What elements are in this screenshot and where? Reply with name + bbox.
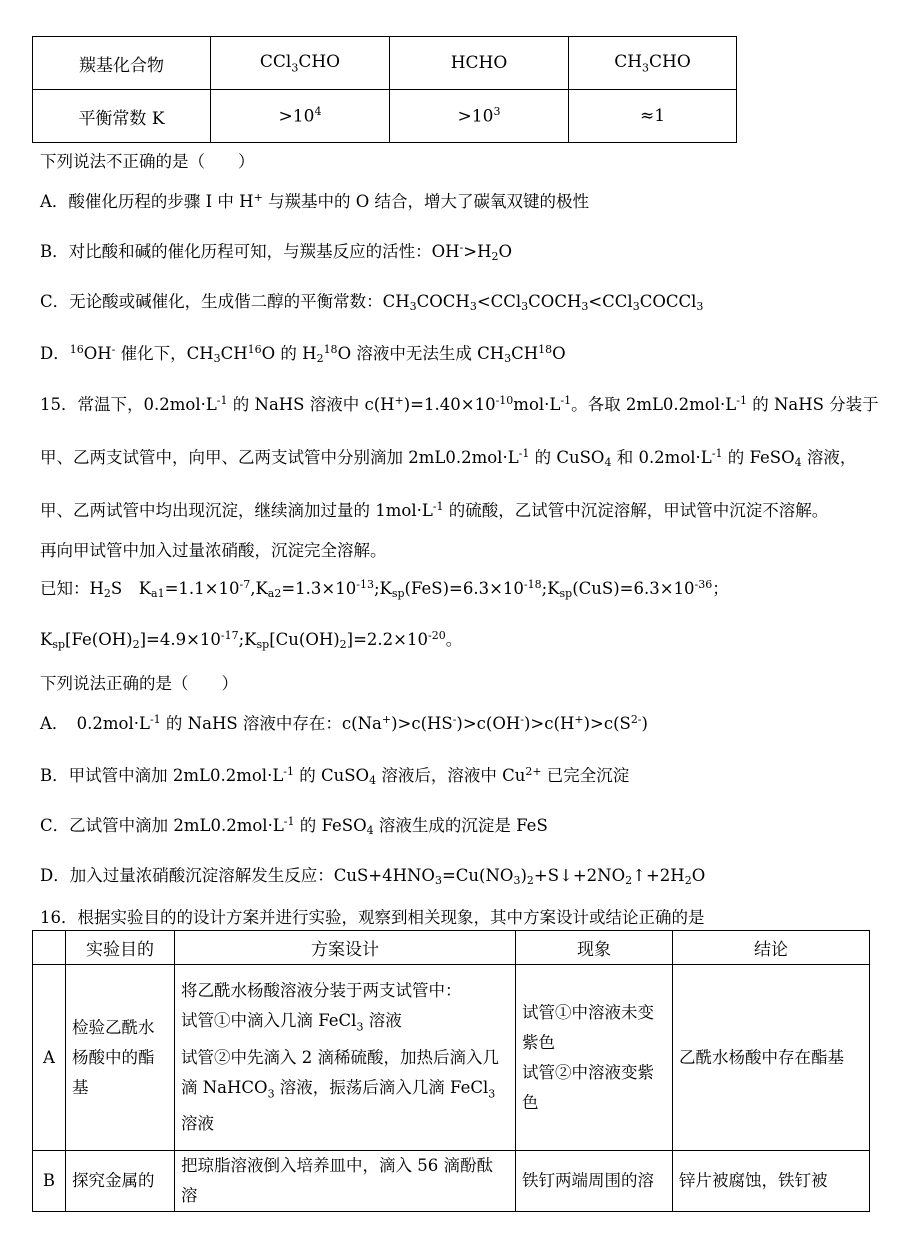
table-header: 现象 bbox=[516, 931, 673, 965]
design-cell bbox=[175, 965, 516, 1151]
conclusion-cell: 乙酰水杨酸中存在酯基 bbox=[673, 965, 870, 1151]
design-line: 试管①中滴入几滴 FeCl$_3$ 溶液 bbox=[181, 1011, 402, 1034]
phenomenon-line: 试管②中溶液变紫色 bbox=[522, 1062, 654, 1112]
experiment-table bbox=[32, 930, 870, 1212]
purpose-cell: 探究金属的 bbox=[66, 1151, 175, 1212]
table-header: 方案设计 bbox=[175, 931, 516, 965]
conclusion-cell: 锌片被腐蚀，铁钉被 bbox=[673, 1151, 870, 1212]
q15-option-c: C．乙试管中滴加 $2mL0.2mol\cdot L^{-1}$ 的 FeSO$_4$ 溶液生成的沉淀是 FeS bbox=[40, 815, 548, 837]
table-row bbox=[33, 37, 737, 90]
equilibrium-table bbox=[32, 36, 737, 143]
table-cell: $CH_3CHO$ bbox=[569, 37, 737, 90]
q15-line-3: 甲、乙两试管中均出现沉淀，继续滴加过量的 $1mol\cdot L^{-1}$ 的硫酸，乙试管中沉淀溶解，甲试管中沉淀不溶解。 bbox=[40, 500, 829, 520]
table-header: 结论 bbox=[673, 931, 870, 965]
q14-option-a: A．酸催化历程的步骤 I 中 H+ 与羰基中的 O 结合，增大了碳氧双键的极性 bbox=[40, 191, 590, 211]
table-row bbox=[33, 90, 737, 143]
table-header: 实验目的 bbox=[66, 931, 175, 965]
q15-known-1: 已知：$H_2S$ $K_{a1}=1.1\times 10^{-7},K_{a2}=1.3\times 10^{-13};K_{sp}(FeS)=6.3\times 10^{-18};K_{sp}(CuS)=6.3\times 10^{-36}$； bbox=[40, 578, 729, 600]
q14-stem: 下列说法不正确的是（ ） bbox=[40, 152, 255, 171]
phenomenon-line: 试管①中溶液未变紫色 bbox=[522, 1002, 654, 1052]
q14-option-d: D．$^{16}$OH- 催化下，$CH_3CH^{16}O$ 的 $H_2^{18}O$ 溶液中无法生成 $CH_3CH^{18}O$ bbox=[40, 343, 566, 365]
table-cell: 平衡常数 K bbox=[33, 90, 211, 143]
q15-stem: 下列说法正确的是（ ） bbox=[40, 674, 238, 693]
table-cell: $>10^4$ bbox=[211, 90, 390, 143]
q15-line-2: 甲、乙两支试管中，向甲、乙两支试管中分别滴加 $2mL0.2mol\cdot L^{-1}$ 的 CuSO$_4$ 和 $0.2mol\cdot L^{-1}$ 的 FeSO$_4$ 溶液， bbox=[40, 447, 857, 469]
design-line: 将乙酰水杨酸溶液分装于两支试管中： bbox=[181, 981, 462, 1001]
table-header bbox=[33, 931, 66, 965]
table-cell: HCHO bbox=[390, 37, 569, 90]
phenomenon-cell bbox=[516, 965, 673, 1151]
q15-option-b: B．甲试管中滴加 $2mL0.2mol\cdot L^{-1}$ 的 CuSO$_4$ 溶液后，溶液中 $Cu^{2+}$ 已完全沉淀 bbox=[40, 765, 630, 787]
q15-line-4: 再向甲试管中加入过量浓硝酸，沉淀完全溶解。 bbox=[40, 541, 387, 560]
q15-option-d: D．加入过量浓硝酸沉淀溶解发生反应：$CuS+4HNO_3=Cu(NO_3)_2+S↓+2NO_2↑+2H_2O$ bbox=[40, 866, 706, 887]
table-row bbox=[33, 1151, 870, 1212]
row-label: B bbox=[33, 1151, 66, 1212]
table-cell: 羰基化合物 bbox=[33, 37, 211, 90]
design-line: 试管②中先滴入 2 滴稀硫酸，加热后滴入几滴 NaHCO$_3$ 溶液，振荡后滴入几滴 FeCl$_3$ 溶液 bbox=[181, 1047, 499, 1133]
purpose-cell: 检验乙酰水杨酸中的酯基 bbox=[66, 965, 175, 1151]
table-cell: CCl$_3$CHO bbox=[211, 37, 390, 90]
q16-stem: 16．根据实验目的的设计方案并进行实验，观察到相关现象，其中方案设计或结论正确的是 bbox=[40, 908, 705, 927]
design-cell: 把琼脂溶液倒入培养皿中，滴入 56 滴酚酞溶 bbox=[175, 1151, 516, 1212]
table-header-row bbox=[33, 931, 870, 965]
q15-option-a: A． $0.2mol\cdot L^{-1}$ 的 NaHS 溶液中存在：$c(Na^+)>c(HS^-)>c(OH^-)>c(H^+)>c(S^{2-})$ bbox=[40, 713, 648, 733]
row-label: A bbox=[33, 965, 66, 1151]
table-cell: ≈1 bbox=[569, 90, 737, 143]
q15-known-2: $K_{sp}[Fe(OH)_2]=4.9\times 10^{-17};K_{sp}[Cu(OH)_2]=2.2\times 10^{-20}$。 bbox=[40, 629, 463, 651]
phenomenon-cell: 铁钉两端周围的溶 bbox=[516, 1151, 673, 1212]
q15-line-1: 15．常温下，$0.2mol\cdot L^{-1}$ 的 NaHS 溶液中 $c(H^+)=1.40\times 10^{-10}mol\cdot L^{-1}$。各取 $2mL0.2mol\cdot L^{-1}$ 的 NaHS 分装于 bbox=[40, 394, 879, 414]
q14-option-c: C．无论酸或碱催化，生成偕二醇的平衡常数：$CH_3COCH_3<CCl_3COCH_3<CCl_3COCCl_3$ bbox=[40, 292, 704, 313]
table-cell: $>10^3$ bbox=[390, 90, 569, 143]
table-row bbox=[33, 965, 870, 1151]
q14-option-b: B．对比酸和碱的催化历程可知，与羰基反应的活性：$OH^->H_2O$ bbox=[40, 241, 513, 263]
